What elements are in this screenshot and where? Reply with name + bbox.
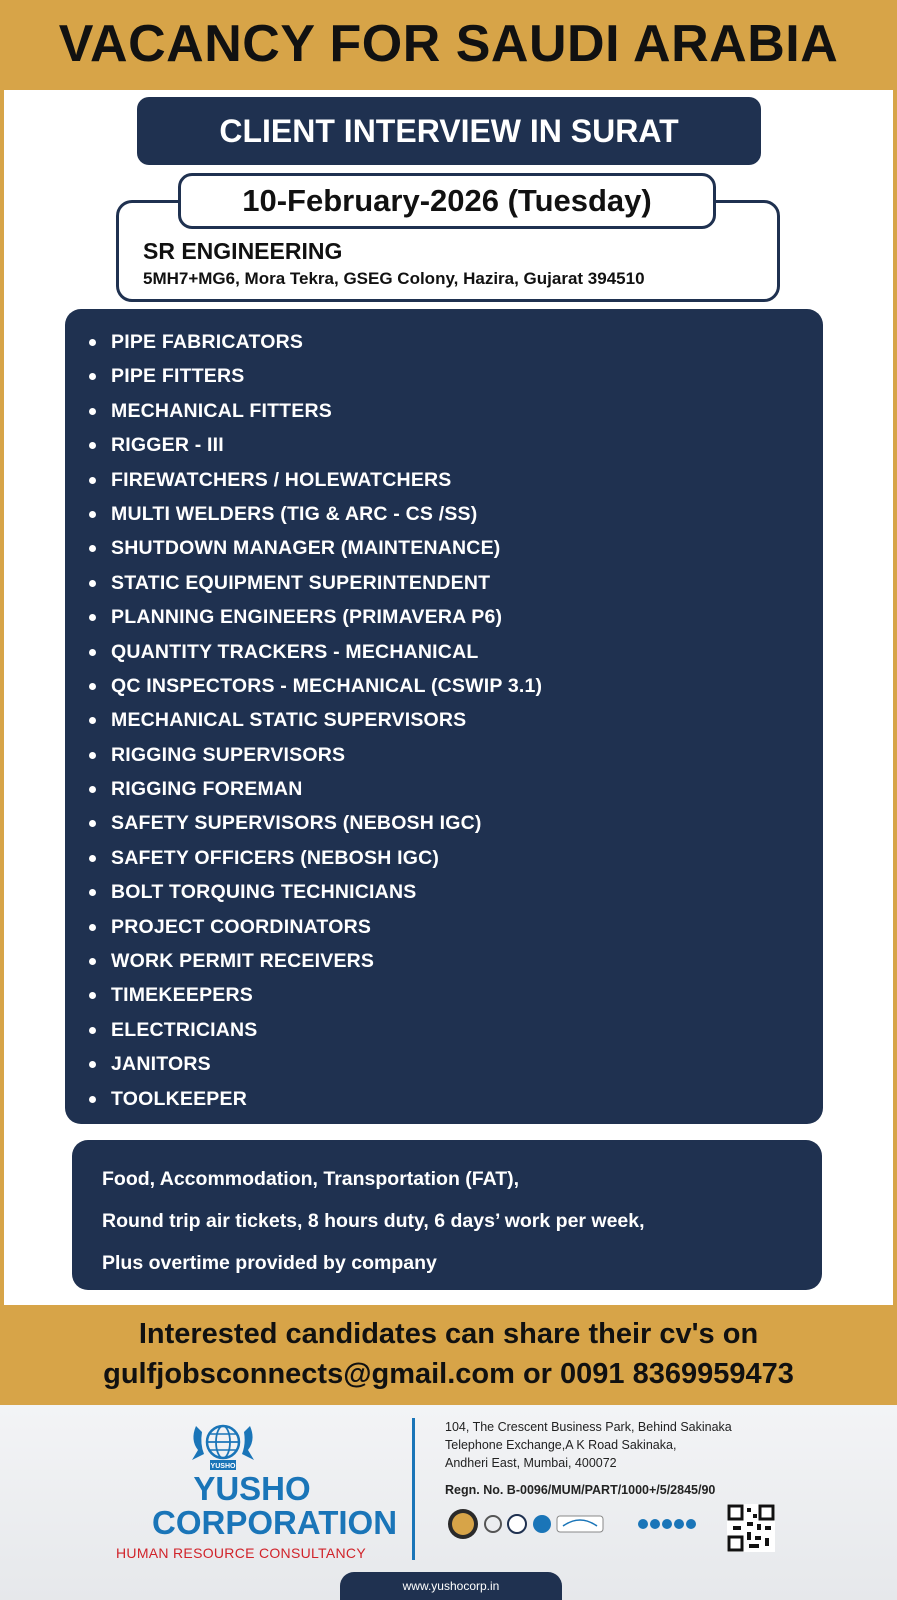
right-border (893, 90, 897, 1305)
bullet-icon (89, 442, 96, 449)
position-item (111, 1047, 823, 1081)
position-label: TIMEKEEPERS (111, 984, 253, 1007)
interview-banner-text: CLIENT INTERVIEW IN SURAT (219, 112, 679, 149)
address-line: Telephone Exchange,A K Road Sakinaka, (445, 1438, 677, 1452)
position-label: RIGGER - III (111, 434, 224, 457)
position-item (111, 600, 823, 634)
company-name (152, 1470, 398, 1541)
benefit-line: Food, Accommodation, Transportation (FAT), (102, 1168, 520, 1190)
bullet-icon (89, 373, 96, 380)
position-item (111, 497, 823, 531)
position-label: MECHANICAL STATIC SUPERVISORS (111, 709, 467, 732)
contact-instruction: Interested candidates can share their cv's on (138, 1318, 759, 1350)
benefits-panel (72, 1140, 822, 1290)
bullet-icon (89, 339, 96, 346)
bullet-icon (89, 649, 96, 656)
position-item (111, 394, 823, 428)
company-address (445, 1418, 732, 1472)
bullet-icon (89, 889, 96, 896)
page-title: VACANCY FOR SAUDI ARABIA (58, 15, 839, 73)
position-label: TOOLKEEPER (111, 1087, 247, 1110)
position-item (111, 944, 823, 978)
position-item (111, 841, 823, 875)
bullet-icon (89, 820, 96, 827)
bullet-icon (89, 992, 96, 999)
website-link[interactable]: www.yushocorp.in (340, 1572, 562, 1600)
bullet-icon (89, 1096, 96, 1103)
position-item (111, 978, 823, 1012)
benefit-line: Plus overtime provided by company (102, 1252, 437, 1274)
position-label: PROJECT COORDINATORS (111, 915, 372, 938)
contact-details[interactable]: gulfjobsconnects@gmail.com or 0091 8369959473 (103, 1358, 794, 1390)
bullet-icon (89, 752, 96, 759)
position-item (111, 875, 823, 909)
address-line: Andheri East, Mumbai, 400072 (445, 1456, 617, 1470)
bullet-icon (89, 545, 96, 552)
left-border (0, 90, 4, 1305)
bullet-icon (89, 1061, 96, 1068)
position-item (111, 359, 823, 393)
positions-panel (65, 309, 823, 1124)
position-label: PLANNING ENGINEERS (PRIMAVERA P6) (111, 606, 503, 629)
position-label: FIREWATCHERS / HOLEWATCHERS (111, 468, 452, 491)
social-media-icons[interactable] (637, 1514, 703, 1534)
position-item (111, 428, 823, 462)
globe-logo-icon (188, 1420, 258, 1472)
position-label: PIPE FITTERS (111, 365, 245, 388)
position-item (111, 738, 823, 772)
position-label: RIGGING SUPERVISORS (111, 743, 346, 766)
position-label: ELECTRICIANS (111, 1018, 258, 1041)
bullet-icon (89, 958, 96, 965)
positions-list (65, 309, 823, 1116)
bullet-icon (89, 717, 96, 724)
registration-number: Regn. No. B-0096/MUM/PART/1000+/5/2845/90 (445, 1483, 716, 1497)
address-line: 104, The Crescent Business Park, Behind Sakinaka (445, 1420, 732, 1434)
company-name-line1: YUSHO (193, 1470, 311, 1507)
position-label: SAFETY SUPERVISORS (NEBOSH IGC) (111, 812, 482, 835)
footer-divider (412, 1418, 415, 1560)
position-label: PIPE FABRICATORS (111, 331, 304, 353)
interview-date (178, 173, 716, 229)
bullet-icon (89, 1027, 96, 1034)
position-label: SHUTDOWN MANAGER (MAINTENANCE) (111, 537, 501, 560)
position-item (111, 325, 823, 359)
bullet-icon (89, 924, 96, 931)
certification-badge-icon (445, 1502, 625, 1546)
bullet-icon (89, 580, 96, 587)
bullet-icon (89, 855, 96, 862)
position-label: MULTI WELDERS (TIG & ARC - CS /SS) (111, 502, 478, 525)
position-item (111, 669, 823, 703)
benefit-line: Round trip air tickets, 8 hours duty, 6 days’ work per week, (102, 1210, 645, 1232)
interview-banner (137, 97, 761, 165)
position-label: BOLT TORQUING TECHNICIANS (111, 881, 417, 904)
position-label: QUANTITY TRACKERS - MECHANICAL (111, 640, 479, 663)
position-label: MECHANICAL FITTERS (111, 399, 332, 422)
bullet-icon (89, 511, 96, 518)
position-label: QC INSPECTORS - MECHANICAL (CSWIP 3.1) (111, 674, 543, 697)
position-item (111, 635, 823, 669)
position-item (111, 1013, 823, 1047)
position-label: RIGGING FOREMAN (111, 778, 303, 801)
position-item (111, 806, 823, 840)
position-item (111, 566, 823, 600)
position-item (111, 910, 823, 944)
bullet-icon (89, 408, 96, 415)
qr-code-icon (727, 1504, 775, 1552)
position-label: WORK PERMIT RECEIVERS (111, 950, 375, 973)
position-item (111, 1082, 823, 1116)
position-item (111, 531, 823, 565)
position-item (111, 463, 823, 497)
position-label: JANITORS (111, 1053, 211, 1076)
position-label: SAFETY OFFICERS (NEBOSH IGC) (111, 846, 440, 869)
position-item (111, 772, 823, 806)
company-tagline: HUMAN RESOURCE CONSULTANCY (116, 1545, 366, 1561)
interview-date-text: 10-February-2026 (Tuesday) (242, 183, 652, 218)
bullet-icon (89, 477, 96, 484)
company-name-line2: CORPORATION (152, 1504, 398, 1541)
bullet-icon (89, 786, 96, 793)
bullet-icon (89, 683, 96, 690)
position-item (111, 703, 823, 737)
logo-emblem-text: YUSHO (210, 1463, 236, 1470)
bullet-icon (89, 614, 96, 621)
position-label: STATIC EQUIPMENT SUPERINTENDENT (111, 571, 491, 594)
venue-address: 5MH7+MG6, Mora Tekra, GSEG Colony, Hazira, Gujarat 394510 (143, 269, 645, 288)
venue-name: SR ENGINEERING (143, 238, 343, 264)
